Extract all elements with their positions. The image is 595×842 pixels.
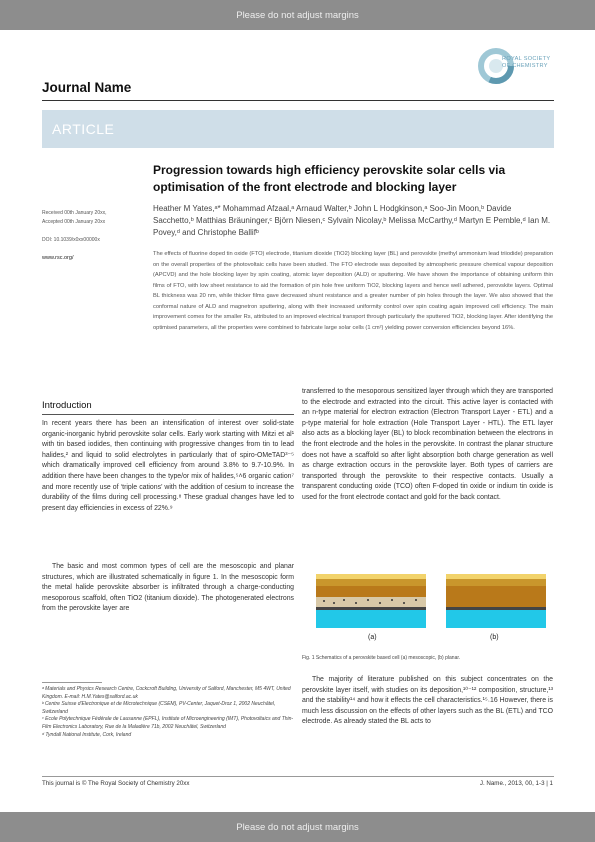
schematic-a — [316, 574, 426, 628]
abstract: The effects of fluorine doped tin oxide (FTO) electrode, titanium dioxide (TiO2) blocking layer (BL) and perovskite (methyl ammonium lead triiodide) preparation on the overall properties of the photovoltaic cells have been studied. The FTO electrode was deposited by atmospheric pressure chemical vapour deposition (APCVD) and the hole blocking layer by spin coating, atomic layer deposition (ALD) or sputtering. We have shown the importance of obtaining uniform thin films of FTO, with low sheet resistance to aid the formation of pin hole free uniform TiO2, blocking layers and hence well adhered, perovskite layers. Optimal BL thickness was 20 nm, while thicker films gave decreased shunt resistance and a greater number of pin holes through the layer. We also showed that the conformal nature of ALD and magnetron sputtering, along with their increased uniformity control over spin coating again improved cell efficiency. The main improvement comes for the smaller Rs, attributed to an improved electrical transport through particularly the sputtered TiO2, blocking layer. After identifying the optimised parameters, all the properties were combined to fabricate large solar cells (1 cm²) yielding power conversion efficiencies beyond 16%. — [153, 251, 553, 331]
figure-label-a: (a) — [368, 634, 377, 641]
bottom-margin-banner — [0, 812, 595, 842]
author-list: Heather M Yates,ᵃ* Mohammad Afzaal,ᵃ Arnaud Walter,ᵇ John L Hodgkinson,ᵃ Soo-Jin Moon,ᵇ Davide Sacchetto,ᵇ Matthias Bräuninger,ᶜ Björn Niesen,ᶜ Sylvain Nicolay,ᵇ Melissa McCarthy,ᵈ Martyn E Pemble,ᵈ Ian M. Povey,ᵈ and Christophe Ballifᵇ — [153, 204, 551, 237]
affiliations — [42, 686, 294, 739]
accepted-date: Accepted 00th January 20xx — [42, 218, 106, 225]
footer-page-info: J. Name., 2013, 00, 1-3 | 1 — [479, 780, 553, 787]
figure-label-b: (b) — [490, 634, 499, 641]
affiliations-rule — [42, 682, 102, 683]
intro-paragraph-1: In recent years there has been an intensification of interest over solid-state organic-inorganic hybrid perovskite solar cells. Early work starting with Mitzi et al¹ with tin based iodides, then continuing with progressive changes from tin to lead halides,² and liquid to solid electrolytes in particularly that of spiro-OMeTAD³⁻⁵ which dramatically improved cell efficiency from around 3.8% to 9.7-10.9%. In addition there have been changes to the type/or mix of halides,⁵˄6 organic cation⁷ and more recently use of ‘triple cations’ with the addition of cesium to increase the durability of the films during cell processing.⁸ These gradual changes have led to present day efficiencies in excess of 22%.⁹ — [42, 420, 294, 512]
figure-caption: Fig. 1 Schematics of a perovskite based cell (a) mesoscopic, (b) planar. — [302, 655, 461, 661]
schematic-b — [446, 574, 546, 628]
footer-copyright: This journal is © The Royal Society of Chemistry 20xx — [42, 780, 190, 787]
introduction-heading: Introduction — [42, 400, 92, 411]
doi: DOI: 10.1039/x0xx00000x — [42, 237, 100, 243]
website-link[interactable]: www.rsc.org/ — [42, 255, 74, 261]
section-label-band — [42, 110, 554, 148]
footer-rule — [42, 776, 554, 777]
affiliation-a: ᵃ Materials and Physics Research Centre, Cockcroft Building, University of Salford, Manchester, M5 4WT, United Kingdom. E-mail: H.M.Yates@salford.ac.uk — [42, 686, 291, 700]
introduction-rule — [42, 414, 294, 415]
column2-paragraph-2: The majority of literature published on this subject concentrates on the perovskite layer itself, with studies on its deposition,¹⁰⁻¹² composition, structure,¹³ and the stability¹⁴ and how it effects the cell characteristics.¹⁵˒16 However, there is much less discussion on the effects of other layers such as the BL (ETL) and TCO electrode. As already stated the BL acts to — [302, 676, 553, 726]
journal-name: Journal Name — [42, 80, 132, 95]
bottom-banner-text: Please do not adjust margins — [236, 821, 359, 833]
intro-paragraph-2: The basic and most common types of cell are the mesoscopic and planar structures, which are illustrated schematically in figure 1. In the mesoscopic form the metal halide perovskite absorber is infiltrated through a charge-conducting mesoporous scaffold, often TiO2 (titanium dioxide). The photogenerated electrons from the perovskite layer are — [42, 563, 294, 613]
figure-1 — [310, 570, 550, 650]
top-margin-banner — [0, 0, 595, 30]
section-label: ARTICLE — [52, 121, 115, 137]
rsc-logo — [476, 44, 556, 90]
logo-text: ROYAL SOCIETY OF CHEMISTRY — [502, 56, 551, 69]
received-date: Received 00th January 20xx, — [42, 210, 107, 216]
top-banner-text: Please do not adjust margins — [236, 9, 359, 21]
column2-paragraph-1: transferred to the mesoporous sensitized layer through which they are transported to the electrode and extracted into the circuit. This active layer is contacted with an n-type material for electron extraction (Electron Transport Layer - ETL) and a p-type material for hole extraction (Hole Transport Layer - HTL). The ETL layer also acts as a blocking layer (BL) to block recombination between the electrons in the front electrode and the holes in the perovskite. In contrast the planar structure does not have a scaffold so after light absorption both charge generation as well as charge extraction occurs in the perovskite layer. Both types of carriers are transported through the perovskite to their respective contacts. Usually a transparent conducting oxide (TCO) often F-doped tin oxide or indium tin oxide is used for the front electrode contact and gold for the back contact. — [302, 388, 553, 501]
received-dates — [42, 209, 106, 226]
paper-title: Progression towards high efficiency perovskite solar cells via optimisation of the front electrode and blocking layer — [153, 163, 506, 194]
affiliation-c: ᶜ Ecole Polytechnique Fédérale de Lausanne (EPFL), Institute of Microengineering (IMT), Photovoltaics and Thin-Film Electronics Laboratory, Rue de la Maladière 71b, 2002 Neuchâtel, Switzerland — [42, 716, 294, 730]
affiliation-d: ᵈ Tyndall National Institute, Cork, Ireland — [42, 731, 132, 738]
header-rule — [42, 100, 554, 101]
cell-schematic — [310, 570, 550, 632]
affiliation-b: ᵇ Centre Suisse d'Electronique et de Microtechnique (CSEM), PV-Center, Jaquet-Droz 1, 2002 Neuchâtel, Switzerland — [42, 701, 276, 715]
